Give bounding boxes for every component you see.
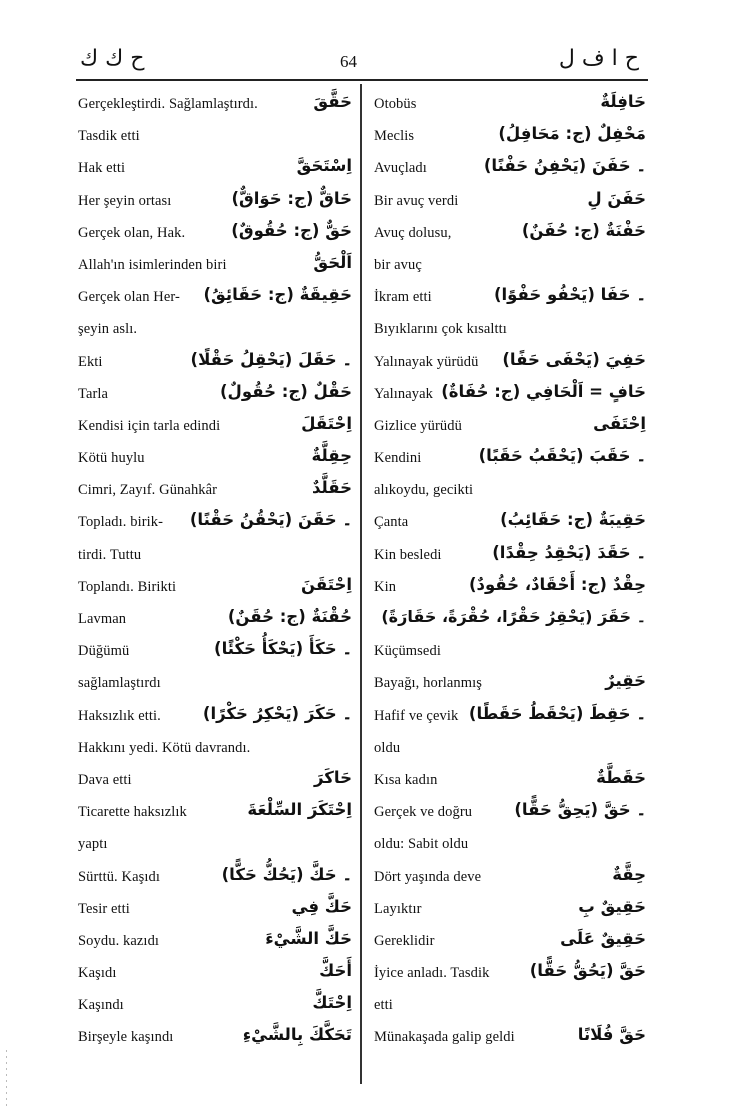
header-left-letters: ح ك ك bbox=[80, 46, 145, 71]
dictionary-entry bbox=[78, 571, 352, 603]
arabic-headword: ۔ حَقِطَ (يَحْقَطُ حَقَطًا) bbox=[468, 703, 646, 723]
turkish-meaning: Yalınayak yürüdü bbox=[374, 353, 479, 370]
dictionary-entry bbox=[78, 828, 352, 860]
dictionary-entry bbox=[78, 410, 352, 442]
scan-margin-mark bbox=[6, 1050, 7, 1108]
arabic-headword: حَقِيبَةٌ (ج: حَقَائِبُ) bbox=[500, 510, 646, 530]
turkish-meaning: Gerçek olan, Hak. bbox=[78, 224, 186, 241]
dictionary-entry bbox=[78, 989, 352, 1021]
turkish-meaning: Kısa kadın bbox=[374, 771, 438, 788]
dictionary-entry bbox=[374, 346, 646, 378]
turkish-meaning: Haksızlık etti. bbox=[78, 707, 161, 724]
turkish-meaning: şeyin aslı. bbox=[78, 321, 138, 338]
dictionary-entry bbox=[374, 185, 646, 217]
dictionary-entry bbox=[374, 861, 646, 893]
dictionary-entry bbox=[374, 313, 646, 345]
dictionary-entry bbox=[374, 442, 646, 474]
arabic-headword: حَكَّ فِي bbox=[291, 896, 352, 916]
dictionary-entry bbox=[374, 152, 646, 184]
turkish-meaning: Layıktır bbox=[374, 900, 422, 917]
turkish-meaning: Meclis bbox=[374, 128, 415, 145]
dictionary-entry bbox=[374, 410, 646, 442]
dictionary-entry bbox=[374, 732, 646, 764]
turkish-meaning: etti bbox=[374, 997, 393, 1014]
arabic-headword: حِقِلَّةٌ bbox=[311, 446, 352, 466]
turkish-meaning: Tarla bbox=[78, 385, 109, 402]
turkish-meaning: Gizlice yürüdü bbox=[374, 417, 462, 434]
turkish-meaning: Tesir etti bbox=[78, 900, 130, 917]
dictionary-entry bbox=[78, 217, 352, 249]
dictionary-entry bbox=[78, 152, 352, 184]
turkish-meaning: sağlamlaştırdı bbox=[78, 675, 161, 692]
dictionary-entry bbox=[374, 88, 646, 120]
arabic-headword: ۔ حَقَرَ (يَحْقِرُ حَقْرًا، حُقْرَةً، حَقَارَةً) bbox=[381, 607, 646, 626]
dictionary-entry bbox=[374, 989, 646, 1021]
turkish-meaning: Kendisi için tarla edindi bbox=[78, 417, 221, 434]
dictionary-entry bbox=[78, 185, 352, 217]
arabic-headword: ۔ حَكَأَ (يَحْكَأُ حَكْئًا) bbox=[214, 639, 352, 659]
dictionary-entry bbox=[374, 378, 646, 410]
arabic-headword: حَقِيقَةٌ (ج: حَقَائِقُ) bbox=[203, 285, 352, 305]
dictionary-entry bbox=[374, 700, 646, 732]
turkish-meaning: Her şeyin ortası bbox=[78, 192, 172, 209]
dictionary-entry bbox=[78, 732, 352, 764]
turkish-meaning: Hafif ve çevik bbox=[374, 707, 459, 724]
arabic-headword: حَقَّ (يَحُقُّ حَقًّا) bbox=[529, 961, 646, 981]
turkish-meaning: oldu: Sabit oldu bbox=[374, 836, 469, 853]
turkish-meaning: İyice anladı. Tasdik bbox=[374, 965, 490, 982]
dictionary-entry bbox=[78, 539, 352, 571]
turkish-meaning: Kin bbox=[374, 578, 397, 595]
turkish-meaning: Kendini bbox=[374, 450, 422, 467]
turkish-meaning: Dört yaşında deve bbox=[374, 868, 482, 885]
turkish-meaning: bir avuç bbox=[374, 256, 422, 273]
turkish-meaning: alıkoydu, gecikti bbox=[374, 482, 474, 499]
dictionary-entry bbox=[78, 796, 352, 828]
turkish-meaning: Otobüs bbox=[374, 96, 417, 112]
arabic-headword: ۔ حَقَدَ (يَحْقِدُ حِقْدًا) bbox=[492, 542, 646, 562]
arabic-headword: أَحَكَّ bbox=[319, 961, 352, 981]
turkish-meaning: tirdi. Tuttu bbox=[78, 546, 142, 563]
arabic-headword: اِسْتَحَقَّ bbox=[296, 156, 352, 176]
turkish-meaning: Gerçek ve doğru bbox=[374, 804, 473, 821]
turkish-meaning: Yalınayak bbox=[374, 385, 434, 402]
arabic-headword: تَحَكَّكَ بِالشَّيْءِ bbox=[242, 1025, 352, 1045]
dictionary-entry bbox=[374, 925, 646, 957]
dictionary-entry bbox=[374, 249, 646, 281]
turkish-meaning: Ekti bbox=[78, 353, 103, 370]
turkish-meaning: oldu bbox=[374, 739, 401, 756]
dictionary-entry bbox=[78, 281, 352, 313]
dictionary-entry bbox=[78, 764, 352, 796]
arabic-headword: ۔ حَكَرَ (يَحْكِرُ حَكْرًا) bbox=[202, 703, 352, 723]
dictionary-entry bbox=[374, 1021, 646, 1053]
arabic-headword: حَاقٌّ (ج: حَوَاقٌّ) bbox=[231, 188, 352, 208]
dictionary-entry bbox=[78, 925, 352, 957]
turkish-meaning: Ticarette haksızlık bbox=[78, 804, 187, 821]
dictionary-entry bbox=[78, 957, 352, 989]
turkish-meaning: Çanta bbox=[374, 514, 409, 531]
arabic-headword: اِحْتَكَرَ السِّلْعَةَ bbox=[247, 800, 352, 820]
arabic-headword: ۔ حَكَّ (يَحُكُّ حَكًّا) bbox=[221, 864, 352, 884]
turkish-meaning: Kaşıdı bbox=[78, 965, 117, 982]
turkish-meaning: Küçümsedi bbox=[374, 643, 441, 660]
turkish-meaning: Allah'ın isimlerinden biri bbox=[78, 256, 227, 273]
turkish-meaning: Gerçek olan Her- bbox=[78, 289, 180, 306]
arabic-headword: حَقِيقٌ عَلَى bbox=[560, 928, 646, 948]
dictionary-entry bbox=[78, 603, 352, 635]
turkish-meaning: Kaşındı bbox=[78, 997, 124, 1014]
dictionary-entry bbox=[78, 635, 352, 667]
page-header bbox=[0, 46, 731, 74]
dictionary-entry bbox=[78, 893, 352, 925]
arabic-headword: اِحْتَكَّ bbox=[312, 993, 352, 1013]
dictionary-entry bbox=[374, 571, 646, 603]
arabic-headword: ۔ حَفَا (يَحْفُو حَفْوًا) bbox=[493, 285, 646, 305]
arabic-headword: اِحْتَقَنَ bbox=[300, 574, 352, 594]
dictionary-entry bbox=[78, 346, 352, 378]
arabic-headword: ۔ حَقَبَ (يَحْقَبُ حَقَبًا) bbox=[478, 446, 646, 466]
arabic-headword: حَقَّ فُلَانًا bbox=[577, 1025, 646, 1045]
turkish-meaning: Birşeyle kaşındı bbox=[78, 1029, 174, 1046]
dictionary-entry bbox=[78, 474, 352, 506]
arabic-headword: حَقَطَّةٌ bbox=[596, 767, 646, 787]
arabic-headword: حَفَنَ لِ bbox=[587, 188, 646, 208]
turkish-meaning: Toplandı. Birikti bbox=[78, 578, 177, 595]
arabic-headword: حَقِيرٌ bbox=[605, 671, 646, 691]
column-divider bbox=[360, 84, 362, 1084]
turkish-meaning: Topladı. birik- bbox=[78, 514, 164, 531]
arabic-headword: حَفْنَةٌ (ج: حُفَنٌ) bbox=[521, 220, 646, 240]
dictionary-entry bbox=[374, 828, 646, 860]
dictionary-entry bbox=[374, 635, 646, 667]
arabic-headword: حِقَّةٌ bbox=[612, 864, 646, 884]
arabic-headword: حَقَلَّدٌ bbox=[311, 478, 352, 498]
turkish-meaning: Kin besledi bbox=[374, 546, 442, 563]
dictionary-entry bbox=[78, 313, 352, 345]
turkish-meaning: Kötü huylu bbox=[78, 450, 145, 467]
page-number: 64 bbox=[340, 52, 357, 71]
arabic-headword: حَافٍ = اَلْحَافِي (ج: حُفَاةٌ) bbox=[441, 381, 646, 401]
dictionary-entry bbox=[78, 861, 352, 893]
arabic-headword: اِحْتَفَى bbox=[593, 413, 646, 433]
dictionary-entry bbox=[78, 1021, 352, 1053]
turkish-meaning: Avuç dolusu, bbox=[374, 224, 452, 241]
dictionary-entry bbox=[78, 506, 352, 538]
dictionary-entry bbox=[78, 700, 352, 732]
arabic-headword: حَقِيقٌ بِ bbox=[578, 896, 646, 916]
arabic-headword: ۔ حَقَنَ (يَحْقُنُ حَقْنًا) bbox=[189, 510, 352, 530]
dictionary-entry bbox=[374, 539, 646, 571]
dictionary-entry bbox=[374, 667, 646, 699]
dictionary-entry bbox=[374, 603, 646, 635]
arabic-headword: حَافِلَةٌ bbox=[600, 92, 646, 111]
turkish-meaning: Soydu. kazıdı bbox=[78, 932, 160, 949]
arabic-headword: ۔ حَقَلَ (يَحْقِلُ حَقْلًا) bbox=[190, 349, 352, 369]
turkish-meaning: Gerçekleştirdi. Sağlamlaştırdı. bbox=[78, 96, 258, 112]
dictionary-entry bbox=[374, 506, 646, 538]
dictionary-entry bbox=[78, 249, 352, 281]
turkish-meaning: Münakaşada galip geldi bbox=[374, 1029, 515, 1046]
dictionary-entry bbox=[78, 120, 352, 152]
turkish-meaning: İkram etti bbox=[374, 289, 432, 306]
header-rule bbox=[76, 79, 648, 81]
arabic-headword: ۔ حَقَّ (يَحِقُّ حَقًّا) bbox=[514, 800, 646, 820]
turkish-meaning: Cimri, Zayıf. Günahkâr bbox=[78, 482, 218, 499]
dictionary-entry bbox=[374, 796, 646, 828]
dictionary-entry bbox=[78, 442, 352, 474]
left-column bbox=[78, 88, 352, 1054]
turkish-meaning: Bir avuç verdi bbox=[374, 192, 459, 209]
header-right-letters: ح ا ف ل bbox=[558, 46, 639, 71]
turkish-meaning: Sürttü. Kaşıdı bbox=[78, 868, 160, 885]
turkish-meaning: Avuçladı bbox=[374, 160, 427, 177]
turkish-meaning: Hakkını yedi. Kötü davrandı. bbox=[78, 739, 251, 756]
turkish-meaning: Tasdik etti bbox=[78, 128, 140, 145]
dictionary-entry bbox=[374, 217, 646, 249]
dictionary-entry bbox=[374, 893, 646, 925]
arabic-headword: حَفِيَ (يَحْفَى حَفًا) bbox=[502, 349, 646, 369]
dictionary-entry bbox=[374, 764, 646, 796]
arabic-headword: حَاكَرَ bbox=[314, 767, 352, 787]
arabic-headword: مَحْفِلٌ (ج: مَحَافِلُ) bbox=[498, 124, 646, 144]
arabic-headword: حِقْدٌ (ج: أَحْقَادٌ، حُقُودٌ) bbox=[468, 574, 646, 594]
arabic-headword: ۔ حَفَنَ (يَحْفِنُ حَفْنًا) bbox=[483, 156, 646, 176]
turkish-meaning: Bayağı, horlanmış bbox=[374, 675, 483, 692]
dictionary-entry bbox=[374, 474, 646, 506]
arabic-headword: حَقْلٌ (ج: حُقُولٌ) bbox=[220, 381, 352, 401]
turkish-meaning: Düğümü bbox=[78, 643, 130, 660]
right-column bbox=[374, 88, 646, 1054]
turkish-meaning: Dava etti bbox=[78, 771, 132, 788]
dictionary-entry bbox=[374, 120, 646, 152]
dictionary-entry bbox=[78, 667, 352, 699]
arabic-headword: حَقٌّ (ج: حُقُوقٌ) bbox=[231, 220, 352, 240]
turkish-meaning: Lavman bbox=[78, 611, 127, 627]
arabic-headword: حَكَّ الشَّيْءَ bbox=[265, 928, 352, 948]
dictionary-entry bbox=[78, 88, 352, 120]
turkish-meaning: Hak etti bbox=[78, 160, 126, 177]
dictionary-entry bbox=[374, 281, 646, 313]
arabic-headword: حَقَّقَ bbox=[313, 92, 352, 111]
turkish-meaning: yaptı bbox=[78, 836, 108, 853]
arabic-headword: حُقْنَةٌ (ج: حُقَنٌ) bbox=[227, 607, 352, 626]
turkish-meaning: Bıyıklarını çok kısalttı bbox=[374, 321, 507, 338]
dictionary-entry bbox=[78, 378, 352, 410]
arabic-headword: اِحْتَقَلَ bbox=[301, 413, 352, 433]
turkish-meaning: Gereklidir bbox=[374, 932, 435, 949]
dictionary-entry bbox=[374, 957, 646, 989]
arabic-headword: اَلْحَقُّ bbox=[313, 252, 352, 272]
